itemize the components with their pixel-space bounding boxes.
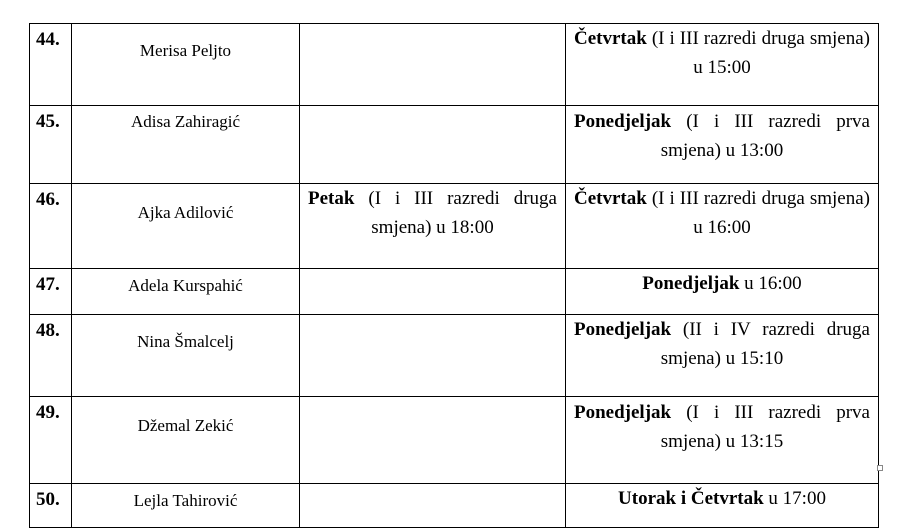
- table-row: [30, 24, 879, 106]
- row-number: 48.: [30, 315, 72, 397]
- schedule-cell-col4: [566, 184, 879, 269]
- schedule-cell-col3: [300, 269, 566, 315]
- schedule-table: [29, 23, 879, 528]
- row-number: 49.: [30, 397, 72, 484]
- table-row: [30, 184, 879, 269]
- table-row: [30, 315, 879, 397]
- person-name: Nina Šmalcelj: [72, 315, 300, 397]
- schedule-day: Ponedjeljak: [574, 402, 672, 423]
- person-name: Adela Kurspahić: [72, 269, 300, 315]
- schedule-cell-col4: [566, 269, 879, 315]
- schedule-day: Ponedjeljak: [642, 273, 740, 294]
- schedule-detail: u 17:00: [763, 488, 826, 509]
- schedule-detail: (I i III razredi druga smjena) u 16:00: [646, 188, 870, 238]
- schedule-detail: (I i III razredi prva smjena) u 13:15: [660, 402, 870, 452]
- schedule-day: Četvrtak: [574, 28, 647, 49]
- person-name: Džemal Zekić: [72, 397, 300, 484]
- schedule-detail: (I i III razredi prva smjena) u 13:00: [660, 111, 870, 161]
- schedule-cell-col4: [566, 484, 879, 528]
- person-name: Ajka Adilović: [72, 184, 300, 269]
- table-row: [30, 397, 879, 484]
- row-number: 44.: [30, 24, 72, 106]
- table-row: [30, 484, 879, 528]
- schedule-cell-col4: [566, 106, 879, 184]
- person-name: Lejla Tahirović: [72, 484, 300, 528]
- schedule-cell-col3: [300, 106, 566, 184]
- schedule-cell-col3: [300, 184, 566, 269]
- schedule-detail: (I i III razredi druga smjena) u 15:00: [646, 28, 870, 78]
- person-name: Merisa Peljto: [72, 24, 300, 106]
- schedule-cell-col4: [566, 315, 879, 397]
- schedule-detail: (I i III razredi druga smjena) u 18:00: [354, 188, 557, 238]
- schedule-cell-col4: [566, 24, 879, 106]
- schedule-day: Ponedjeljak: [574, 111, 672, 132]
- row-number: 45.: [30, 106, 72, 184]
- table-row: [30, 106, 879, 184]
- schedule-detail: u 16:00: [739, 273, 802, 294]
- schedule-day: Petak: [308, 188, 355, 209]
- schedule-cell-col3: [300, 397, 566, 484]
- table-row: [30, 269, 879, 315]
- row-number: 46.: [30, 184, 72, 269]
- row-number: 50.: [30, 484, 72, 528]
- schedule-cell-col3: [300, 24, 566, 106]
- table-resize-handle[interactable]: [877, 465, 883, 471]
- person-name: Adisa Zahiragić: [72, 106, 300, 184]
- schedule-cell-col4: [566, 397, 879, 484]
- schedule-detail: (II i IV razredi druga smjena) u 15:10: [660, 319, 870, 369]
- schedule-day: Ponedjeljak: [574, 319, 672, 340]
- schedule-cell-col3: [300, 484, 566, 528]
- row-number: 47.: [30, 269, 72, 315]
- schedule-day: Utorak i Četvrtak: [618, 488, 764, 509]
- schedule-cell-col3: [300, 315, 566, 397]
- schedule-day: Četvrtak: [574, 188, 647, 209]
